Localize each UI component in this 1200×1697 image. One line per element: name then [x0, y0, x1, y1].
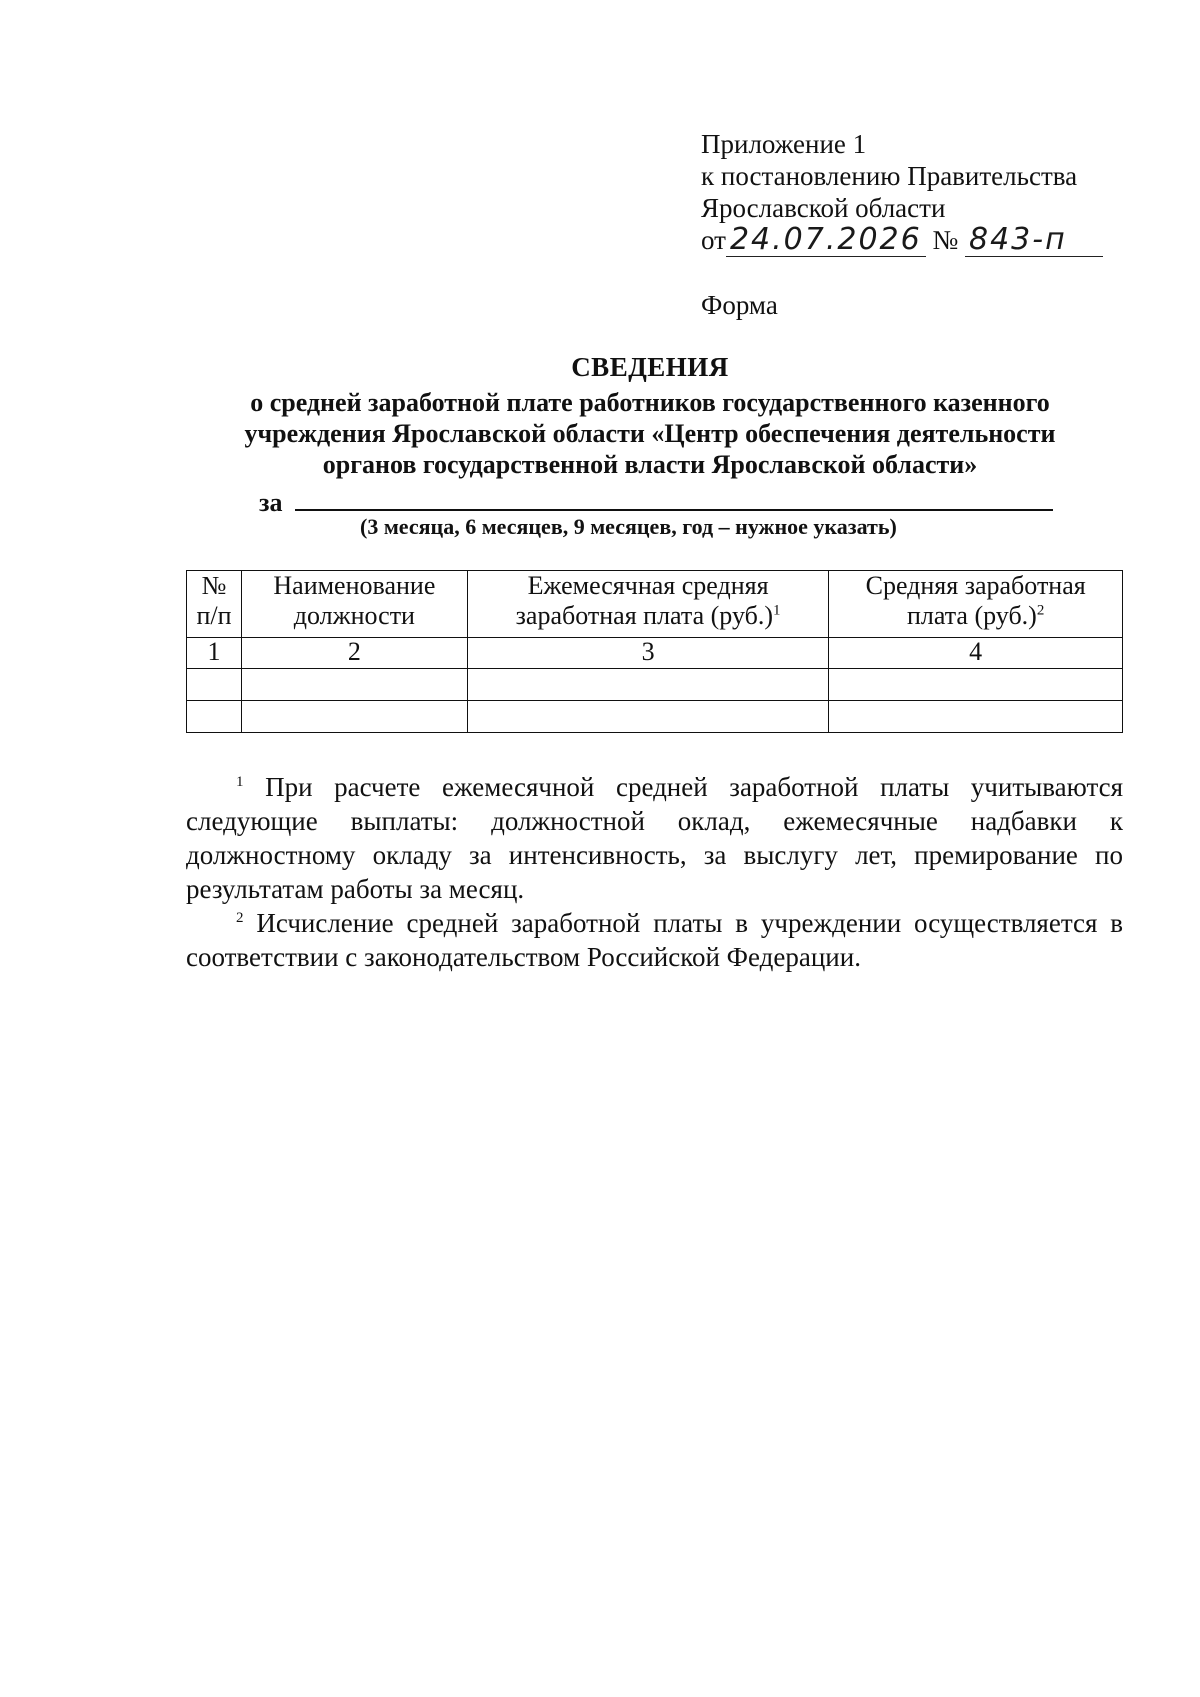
table-cell[interactable]: [187, 669, 242, 701]
table-cell[interactable]: [829, 669, 1123, 701]
title-line-2: учреждения Ярославской области «Центр обеспечения деятельности: [244, 419, 1056, 448]
appendix-title: Приложение 1: [701, 129, 867, 159]
salary-table: [186, 570, 1123, 733]
table-header-row: [187, 571, 1123, 638]
handwritten-number: 843-п: [965, 224, 1103, 257]
form-label: Форма: [701, 290, 778, 320]
date-prefix: от: [701, 225, 726, 255]
footnotes: [186, 770, 1123, 974]
table-column-numbers-row: [187, 638, 1123, 669]
table-cell[interactable]: [467, 669, 829, 701]
footnote-2: $^2$ Исчисление средней заработной платы в учреждении осуществляется в соответствии с законодательством Российской Федерации.: [186, 908, 1123, 972]
header-cell-average-salary: Средняя заработная плата $(руб.)^2$: [829, 571, 1123, 638]
table-cell[interactable]: [187, 701, 242, 733]
footnote-1: $^1$ При расчете ежемесячной средней заработной платы учитываются следующие выплаты: должностной оклад, ежемесячные надбавки к должностному окладу за интенсивность, за выслугу лет, премирование по результатам работы за месяц.: [186, 772, 1123, 904]
period-hint: (3 месяца, 6 месяцев, 9 месяцев, год – нужное указать): [360, 514, 897, 539]
header-cell-position: Наименование должности: [241, 571, 467, 638]
table-cell[interactable]: [829, 701, 1123, 733]
column-number-cell: 1: [187, 638, 242, 669]
table-cell[interactable]: [467, 701, 829, 733]
header-cell-number: № п/п: [187, 571, 242, 638]
document-title: [190, 352, 1110, 480]
column-number-cell: 2: [241, 638, 467, 669]
period-prefix: за: [259, 488, 283, 517]
table-row: [187, 669, 1123, 701]
title-line-1: о средней заработной плате работников государственного казенного: [250, 388, 1050, 417]
period-blank-field[interactable]: [295, 487, 1053, 511]
header-cell-monthly-salary: Ежемесячная средняя заработная плата $(руб.)^1$: [467, 571, 829, 638]
appendix-date-line: [701, 224, 1103, 257]
column-number-cell: 4: [829, 638, 1123, 669]
column-number-cell: 3: [467, 638, 829, 669]
table-cell[interactable]: [241, 701, 467, 733]
title-line-3: органов государственной власти Ярославской области»: [322, 450, 978, 479]
handwritten-date: 24.07.2026: [726, 224, 926, 257]
table-row: [187, 701, 1123, 733]
appendix-resolution: к постановлению Правительства: [701, 161, 1078, 191]
number-prefix: №: [932, 225, 959, 255]
title-main: СВЕДЕНИЯ: [571, 352, 729, 382]
appendix-region: Ярославской области: [701, 193, 946, 223]
appendix-header: [701, 128, 1103, 257]
table-cell[interactable]: [241, 669, 467, 701]
